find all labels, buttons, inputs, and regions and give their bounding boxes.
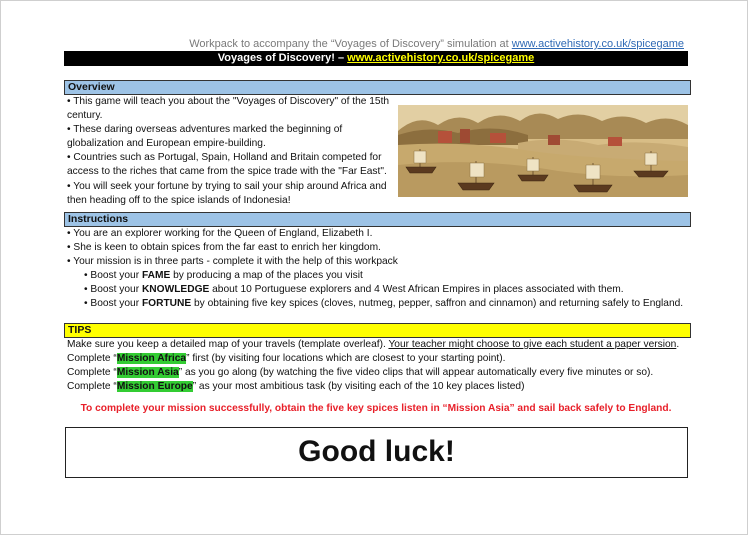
mission-text: ” as your most ambitious task (by visiting each of the 10 key places listed) bbox=[192, 381, 525, 393]
good-luck-text: Good luck! bbox=[298, 435, 455, 468]
list-item: • You will seek your fortune by trying to sail your ship around Africa and then heading off to the spice islands of Indonesia! bbox=[67, 180, 387, 206]
tips-line-template bbox=[67, 338, 692, 352]
harbour-illustration bbox=[398, 105, 688, 197]
tips-heading bbox=[64, 323, 691, 338]
mission-text: ” as you go along (by watching the five video clips that will appear automatically every five minutes or so). bbox=[178, 367, 654, 379]
mission-europe-highlight: Mission Europe bbox=[116, 381, 193, 393]
mission-europe-line bbox=[67, 380, 692, 394]
header-link[interactable]: www.activehistory.co.uk/spicegame bbox=[511, 38, 684, 50]
part-keyword: KNOWLEDGE bbox=[141, 284, 210, 296]
header-line bbox=[189, 38, 684, 50]
title-bar bbox=[64, 51, 688, 66]
mission-prefix: Complete “ bbox=[67, 367, 117, 379]
list-item: • Countries such as Portugal, Spain, Holland and Britain competed for access to the riches that came from the spice trade with the "Far East". bbox=[67, 152, 387, 178]
instructions-heading-label: Instructions bbox=[68, 213, 129, 225]
mission-text: ” first (by visiting four locations which are closest to your starting point). bbox=[186, 353, 506, 365]
list-item: • Your mission is in three parts - complete it with the help of this workpack bbox=[67, 256, 398, 268]
mission-asia-line bbox=[67, 366, 692, 380]
part-text: by producing a map of the places you visit bbox=[170, 270, 363, 282]
mission-completion-note: To complete your mission successfully, obtain the five key spices listen in “Mission Asia” and sail back safely to England. bbox=[80, 403, 672, 414]
tips-text: . bbox=[676, 339, 680, 350]
list-item: • She is keen to obtain spices from the far east to enrich her kingdom. bbox=[67, 242, 381, 254]
title-link[interactable]: www.activehistory.co.uk/spicegame bbox=[347, 52, 535, 64]
mission-prefix: Complete “ bbox=[67, 353, 117, 365]
list-item: • These daring overseas adventures marked the beginning of globalization and European empire-building. bbox=[67, 124, 343, 150]
list-item: • This game will teach you about the "Voyages of Discovery" of the 15th century. bbox=[67, 96, 390, 122]
header-prefix: Workpack to accompany the “Voyages of Discovery” simulation at bbox=[189, 38, 512, 50]
title-text: Voyages of Discovery! – bbox=[217, 52, 348, 64]
tips-text: Make sure you keep a detailed map of your travels (template overleaf). bbox=[67, 339, 389, 350]
tips-heading-label: TIPS bbox=[68, 324, 92, 336]
mission-asia-highlight: Mission Asia bbox=[116, 367, 179, 379]
good-luck-box bbox=[65, 427, 688, 478]
part-prefix: • Boost your bbox=[84, 270, 142, 282]
overview-heading bbox=[64, 80, 691, 95]
list-item: • You are an explorer working for the Queen of England, Elizabeth I. bbox=[67, 228, 373, 239]
overview-bullets bbox=[67, 95, 392, 208]
instructions-bullets bbox=[67, 227, 692, 312]
part-keyword: FAME bbox=[141, 270, 171, 282]
tips-underlined: Your teacher might choose to give each student a paper version bbox=[388, 339, 677, 350]
tips-body bbox=[67, 338, 692, 394]
mission-prefix: Complete “ bbox=[67, 381, 117, 393]
mission-africa-line bbox=[67, 352, 692, 366]
part-keyword: FORTUNE bbox=[141, 298, 192, 310]
part-prefix: • Boost your bbox=[84, 284, 142, 296]
part-prefix: • Boost your bbox=[84, 298, 142, 310]
part-text: by obtaining five key spices (cloves, nutmeg, pepper, saffron and cinnamon) and returning safely to England. bbox=[191, 298, 684, 310]
part-text: about 10 Portuguese explorers and 4 West African Empires in places associated with them. bbox=[209, 284, 624, 296]
mission-part-fame bbox=[67, 269, 692, 283]
mission-africa-highlight: Mission Africa bbox=[116, 353, 187, 365]
instructions-heading bbox=[64, 212, 691, 227]
mission-part-knowledge bbox=[67, 283, 692, 297]
overview-heading-label: Overview bbox=[68, 81, 115, 93]
mission-part-fortune bbox=[67, 297, 692, 311]
